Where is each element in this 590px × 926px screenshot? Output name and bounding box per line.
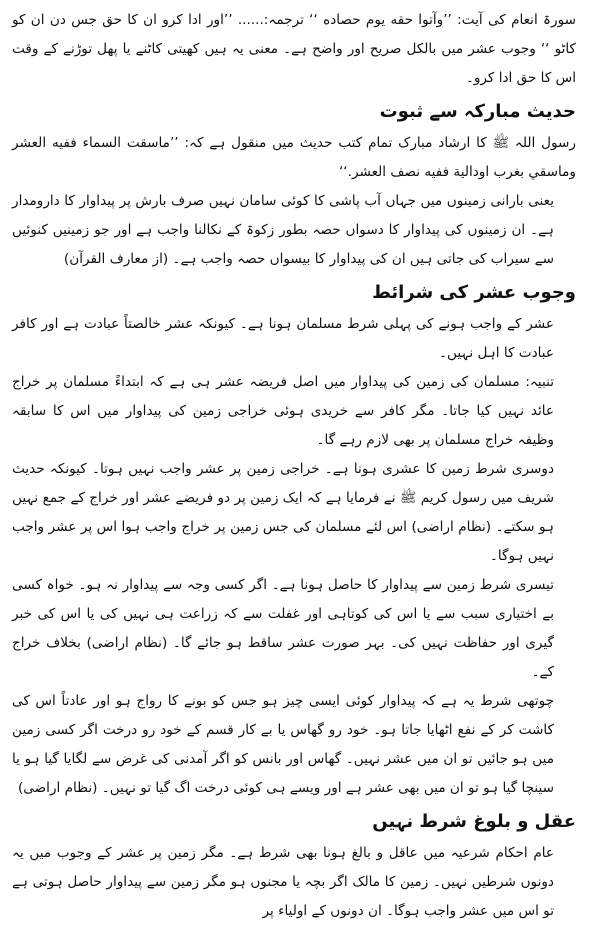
paragraph-quran-verse: سورۃ انعام کی آیت: ’’وآتوا حقه یوم حصاده ‘‘ ترجمہ:...... ’’اور ادا کرو ان کا حق جس دن ان کو کاٹو ‘‘ وجوب عشر میں بالکل صریح اور واضح ہے۔ معنی یہ ہیں کھیتی کاٹنے یا پھل توڑنے کے وقت اس کا حق ادا کرو۔	[12, 12, 576, 86]
paragraph-second-condition: دوسری شرط زمین کا عشری ہونا ہے۔ خراجی زمین پر عشر واجب نہیں ہوتا۔ کیونکہ حدیث شریف میں رسول کریم ﷺ نے فرمایا ہے کہ ایک زمین پر دو فریضے عشر اور خراج کے جمع نہیں ہو سکتے۔ (نظام اراضی) اس لئے مسلمان کی جس زمین پر خراج واجب ہوا اس پر عشر واجب نہیں ہوگا۔	[12, 461, 554, 564]
paragraph-caution-note: تنبیہ: مسلمان کی زمین کی پیداوار میں اصل فریضہ عشر ہی ہے کہ ابتداءً مسلمان پر خراج عائد نہیں کیا جاتا۔ مگر کافر سے خریدی ہوئی خراجی زمین کی پیداوار میں اس کا سابقہ وظیفہ خراج مسلمان پر بھی لازم رہے گا۔	[12, 374, 554, 448]
paragraph-sanity-maturity: عام احکام شرعیہ میں عاقل و بالغ ہونا بھی شرط ہے۔ مگر زمین پر عشر کے وجوب میں یہ دونوں شرطیں نہیں۔ زمین کا مالک اگر بچہ یا مجنوں ہو مگر زمین سے پیداوار حاصل ہوتی ہے تو اس میں عشر واجب ہوگا۔ ان دونوں کے اولیاء پر	[12, 845, 554, 919]
paragraph-first-condition: عشر کے واجب ہونے کی پہلی شرط مسلمان ہونا ہے۔ کیونکہ عشر خالصتاً عبادت ہے اور کافر عبادت کا اہل نہیں۔	[12, 316, 554, 361]
heading-ushr-conditions: وجوب عشر کی شرائط	[372, 282, 576, 303]
heading-sanity-maturity: عقل و بلوغ شرط نہیں	[372, 811, 576, 832]
paragraph-third-condition: تیسری شرط زمین سے پیداوار کا حاصل ہونا ہے۔ اگر کسی وجہ سے پیداوار نہ ہو۔ خواہ کسی بے اختیاری سبب سے یا اس کی کوتاہی اور غفلت سے کہ زراعت ہی نہیں کی یا اس کی خبر گیری اور حفاظت نہیں کی۔ بہر صورت عشر ساقط ہو جائے گا۔ (نظام اراضی) بخلاف خراج کے۔	[12, 577, 554, 680]
paragraph-fourth-condition: چوتھی شرط یہ ہے کہ پیداوار کوئی ایسی چیز ہو جس کو بونے کا رواج ہو اور عادتاً اس کی کاشت کر کے نفع اٹھایا جاتا ہو۔ خود رو گھاس یا بے کار قسم کے خود رو درخت اگر کسی زمین میں ہو جائیں تو ان میں عشر نہیں۔ گھاس اور بانس کو اگر آمدنی کی غرض سے لگایا گیا ہو یا سینچا گیا ہو تو ان میں بھی عشر ہے اور ویسے ہی کوئی درخت اگ گیا تو نہیں۔ (نظام اراضی)	[12, 693, 554, 796]
paragraph-hadith-quote: رسول اللہ ﷺ کا ارشاد مبارک تمام کتب حدیث میں منقول ہے کہ: ’’ماسقت السماء ففيه العشر وماسقي بغرب اودالية ففيه نصف العشر.‘‘	[12, 135, 576, 180]
heading-hadith-proof: حدیث مبارکہ سے ثبوت	[379, 101, 576, 122]
paragraph-hadith-explanation: یعنی بارانی زمینوں میں جہاں آب پاشی کا کوئی سامان نہیں صرف بارش پر پیداوار کا دارومدار ہے۔ ان زمینوں کی پیداوار کا دسواں حصہ بطور زکوۃ کے نکالنا واجب ہے اور جو زمینیں کنوئیں سے سیراب کی جاتی ہیں ان کی پیداوار کا بیسواں حصہ واجب ہے۔ (از معارف القرآن)	[12, 193, 554, 267]
